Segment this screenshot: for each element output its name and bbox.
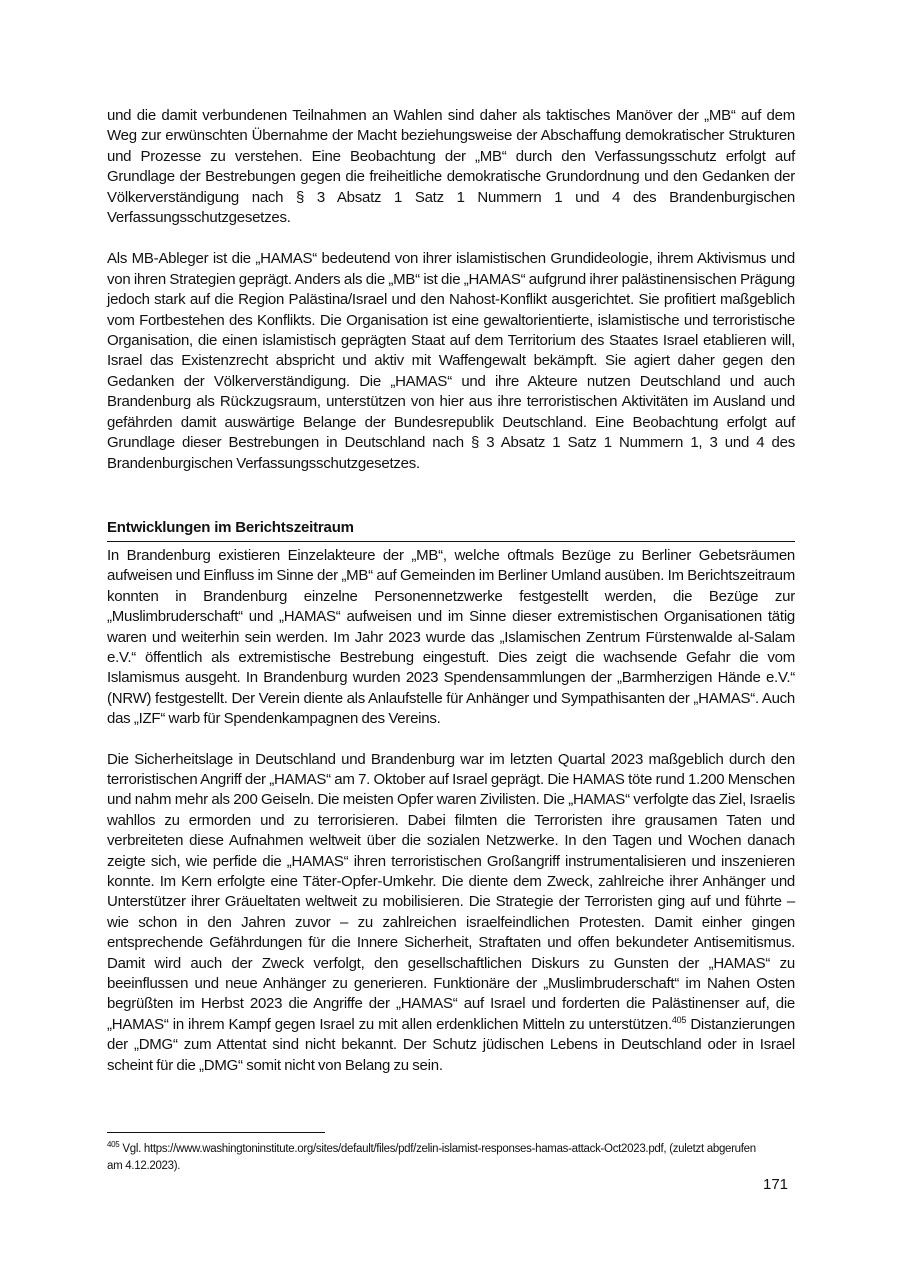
- paragraph-hamas-offshoot: Als MB-Ableger ist die „HAMAS“ bedeutend von ihrer islamistischen Grundideologie, ihrem Aktivismus und von ihren Strategien geprägt. Anders als die „MB“ ist die „HAMAS“ aufgrund ihrer palästinensischen Prägung jedoch stark auf die Region Palästina/Israel und den Nahost-Konflikt ausgerichtet. Sie profitiert maßgeblich vom Fortbestehen des Konflikts. Die Organisation ist eine gewaltorientierte, islamistische und terroristische Organisation, die einen islamistisch geprägten Staat auf dem Territorium des Staates Israel etablieren will, Israel das Existenzrecht abspricht und aktiv mit Waffengewalt bekämpft. Sie agiert daher gegen den Gedanken der Völkerverständigung. Die „HAMAS“ und ihre Akteure nutzen Deutschland und auch Brandenburg als Rückzugsraum, unterstützen von hier aus ihre terroristischen Aktivitäten im Ausland und gefährden damit auswärtige Belange der Bundesrepublik Deutschland. Eine Beobachtung erfolgt auf Grundlage dieser Bestrebungen in Deutschland nach § 3 Absatz 1 Satz 1 Nummern 1, 3 und 4 des Brandenburgischen Verfassungsschutzgesetzes.: [107, 250, 795, 472]
- footnote-text: Vgl. https://www.washingtoninstitute.org/sites/default/files/pdf/zelin-islamist-responses-hamas-attack-Oct2023.pdf, (zuletzt abgerufen am 4.12.2023).: [107, 1143, 756, 1172]
- footnote: [107, 1141, 771, 1175]
- paragraph-brandenburg-actors: In Brandenburg existieren Einzelakteure der „MB“, welche oftmals Bezüge zu Berliner Gebetsräumen aufweisen und Einfluss im Sinne der „MB“ auf Gemeinden im Berliner Umland ausüben. Im Berichtszeitraum konnten in Brandenburg einzelne Personennetzwerke festgestellt werden, die Bezüge zur „Muslimbruderschaft“ und „HAMAS“ aufweisen und im Sinne dieser extremistischen Organisationen tätig waren und weiterhin sein werden. Im Jahr 2023 wurde das „Islamischen Zentrum Fürstenwalde al-Salam e.V.“ öffentlich als extremistische Bestrebung eingestuft. Dies zeigt die wachsende Gefahr die vom Islamismus ausgeht. In Brandenburg wurden 2023 Spendensammlungen der „Barmherzigen Hände e.V.“ (NRW) festgestellt. Der Verein diente als Anlaufstelle für Anhänger und Sympathisanten der „HAMAS“. Auch das „IZF“ warb für Spendenkampagnen des Vereins.: [107, 546, 795, 728]
- footnote-reference: 405: [671, 1014, 687, 1025]
- footnote-number: 405: [107, 1140, 120, 1150]
- section-heading: Entwicklungen im Berichtszeitraum: [107, 518, 795, 542]
- page-body: [107, 106, 795, 1096]
- paragraph-mb-elections: und die damit verbundenen Teilnahmen an Wahlen sind daher als taktisches Manöver der „MB“ auf dem Weg zur erwünschten Übernahme der Macht beziehungsweise der Abschaffung demokratischer Strukturen und Prozesse zu verstehen. Eine Beobachtung der „MB“ durch den Verfassungsschutz erfolgt auf Grundlage der Bestrebungen gegen die freiheitliche demokratische Grundordnung und den Gedanken der Völkerverständigung nach § 3 Absatz 1 Satz 1 Nummern 1 und 4 des Brandenburgischen Verfassungsschutzgesetzes.: [107, 107, 795, 227]
- paragraph-security-situation: [107, 750, 795, 1077]
- footnote-separator: [107, 1132, 325, 1133]
- paragraph-security-tail: Distanzierungen der „DMG“ zum Attentat sind nicht bekannt. Der Schutz jüdischen Lebens in Deutschland oder in Israel scheint für die „DMG“ somit nicht von Belang zu sein.: [107, 1015, 795, 1074]
- page-number: 171: [763, 1176, 789, 1193]
- paragraph-security-text: Die Sicherheitslage in Deutschland und Brandenburg war im letzten Quartal 2023 maßgeblich durch den terroristischen Angriff der „HAMAS“ am 7. Oktober auf Israel geprägt. Die HAMAS töte rund 1.200 Menschen und nahm mehr als 200 Geiseln. Die meisten Opfer waren Zivilisten. Die „HAMAS“ verfolgte das Ziel, Israelis wahllos zu ermorden und zu terrorisieren. Dabei filmten die Terroristen ihre grausamen Taten und verbreiteten diese Aufnahmen weltweit über die sozialen Netzwerke. In den Tagen und Wochen danach zeigte sich, wie perfide die „HAMAS“ ihren terroristischen Großangriff instrumentalisieren und inszenieren konnte. Im Kern erfolgte eine Täter-Opfer-Umkehr. Die diente dem Zweck, zahlreiche ihrer Anhänger und Unterstützer ihrer Gräueltaten weltweit zu mobilisieren. Die Strategie der Terroristen ging auf und führte – wie schon in den Jahren zuvor – zu zahlreichen israelfeindlichen Protesten. Damit einher gingen entsprechende Gefährdungen für die Innere Sicherheit, Straftaten und offen bekundeter Antisemitismus. Damit wird auch der Zweck verfolgt, den gesellschaftlichen Diskurs zu Gunsten der „HAMAS“ zu beeinflussen und neue Anhänger zu generieren. Funktionäre der „Muslimbruderschaft“ im Nahen Osten begrüßten im Herbst 2023 die Angriffe der „HAMAS“ auf Israel und forderten die Palästinenser auf, die „HAMAS“ in ihrem Kampf gegen Israel zu mit allen erdenklichen Mitteln zu unterstützen.: [107, 750, 795, 1033]
